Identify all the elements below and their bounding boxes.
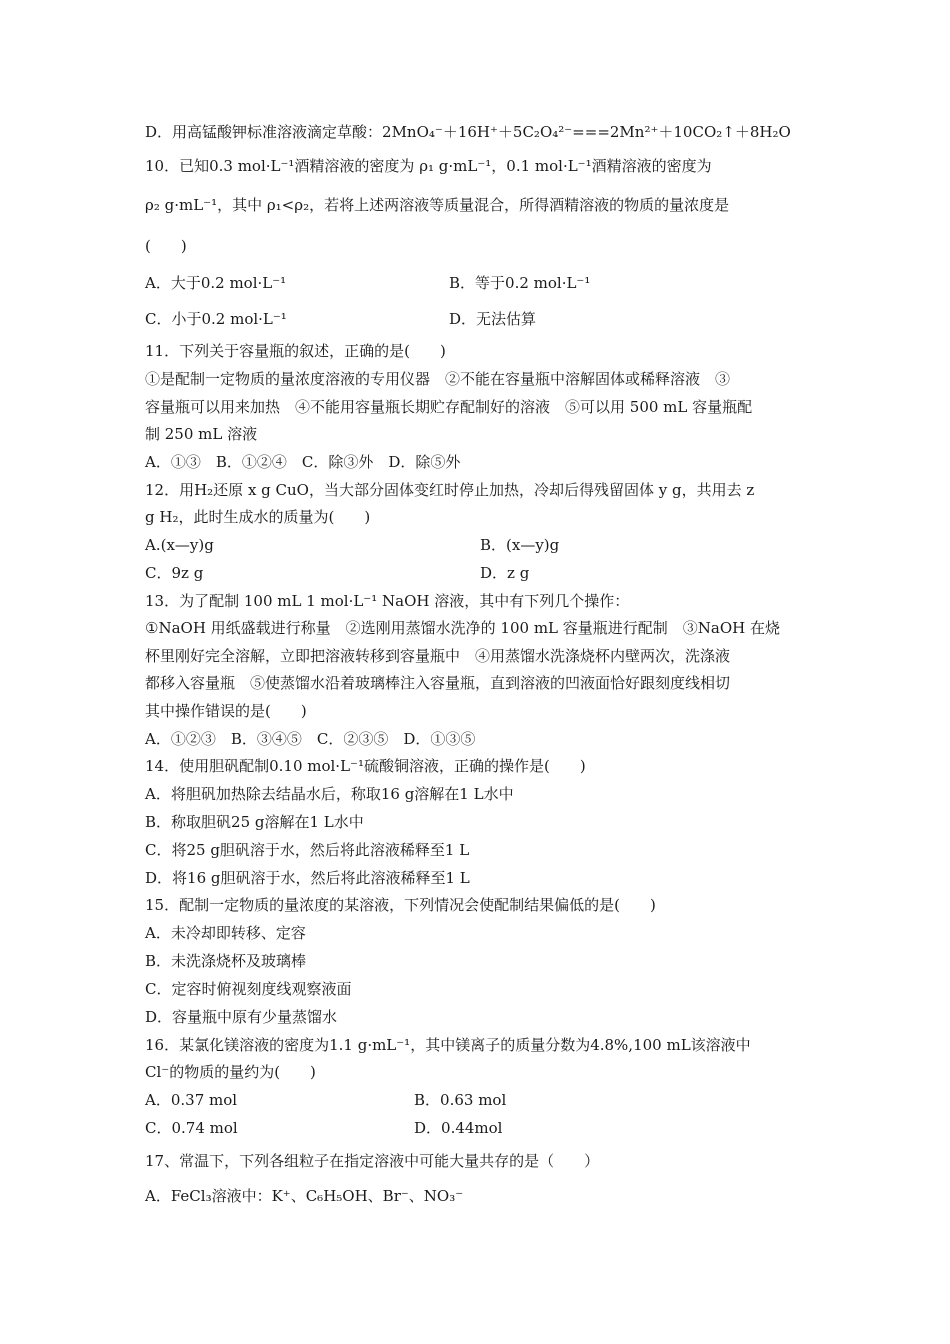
- q16-option-a: A．0.37 mol: [145, 1091, 238, 1109]
- q12-option-c: C．9z g: [145, 564, 204, 582]
- q9-option-d: D．用高锰酸钾标准溶液滴定草酸：2MnO₄⁻＋16H⁺＋5C₂O₄²⁻===2Mn²⁺＋10CO₂↑＋8H₂O: [145, 123, 791, 141]
- q10-stem-line2: ρ₂ g·mL⁻¹，其中 ρ₁<ρ₂，若将上述两溶液等质量混合，所得酒精溶液的物质的量浓度是: [145, 196, 730, 214]
- q10-option-c: C．小于0.2 mol·L⁻¹: [145, 310, 287, 328]
- q11-body-line3: 制 250 mL 溶液: [145, 425, 258, 443]
- q16-stem-line1: 16．某氯化镁溶液的密度为1.1 g·mL⁻¹，其中镁离子的质量分数为4.8%,100 mL该溶液中: [145, 1036, 751, 1054]
- q14-option-d: D．将16 g胆矾溶于水，然后将此溶液稀释至1 L: [145, 869, 470, 887]
- q14-option-c: C．将25 g胆矾溶于水，然后将此溶液稀释至1 L: [145, 841, 470, 859]
- q13-body-line1: ①NaOH 用纸盛载进行称量 ②选刚用蒸馏水洗净的 100 mL 容量瓶进行配制 ③NaOH 在烧: [145, 619, 780, 637]
- q12-option-b: B．(x—y)g: [480, 536, 560, 554]
- q16-option-b: B．0.63 mol: [414, 1091, 507, 1109]
- q13-options: A．①②③ B．③④⑤ C．②③⑤ D．①③⑤: [145, 730, 476, 748]
- q17-stem: 17、常温下，下列各组粒子在指定溶液中可能大量共存的是（ ）: [145, 1152, 600, 1170]
- q13-body-line2: 杯里刚好完全溶解，立即把溶液转移到容量瓶中 ④用蒸馏水洗涤烧杯内壁两次，洗涤液: [145, 647, 731, 665]
- q12-option-d: D．z g: [480, 564, 530, 582]
- q13-body-line4: 其中操作错误的是( ): [145, 702, 307, 720]
- q11-options: A．①③ B．①②④ C．除③外 D．除⑤外: [145, 453, 461, 471]
- q10-option-d: D．无法估算: [449, 310, 537, 328]
- q14-option-a: A．将胆矾加热除去结晶水后，称取16 g溶解在1 L水中: [145, 785, 514, 803]
- q10-stem-line3: ( ): [145, 237, 187, 255]
- q17-option-a: A．FeCl₃溶液中：K⁺、C₆H₅OH、Br⁻、NO₃⁻: [145, 1187, 464, 1205]
- q12-stem-line1: 12．用H₂还原 x g CuO，当大部分固体变红时停止加热，冷却后得残留固体 y g，共用去 z: [145, 481, 755, 499]
- q12-stem-line2: g H₂，此时生成水的质量为( ): [145, 508, 371, 526]
- q15-option-a: A．未冷却即转移、定容: [145, 924, 306, 942]
- q15-option-c: C．定容时俯视刻度线观察液面: [145, 980, 352, 998]
- q16-option-c: C．0.74 mol: [145, 1119, 238, 1137]
- q14-stem: 14．使用胆矾配制0.10 mol·L⁻¹硫酸铜溶液，正确的操作是( ): [145, 757, 586, 775]
- q13-body-line3: 都移入容量瓶 ⑤使蒸馏水沿着玻璃棒注入容量瓶，直到溶液的凹液面恰好跟刻度线相切: [145, 674, 731, 692]
- q11-body-line2: 容量瓶可以用来加热 ④不能用容量瓶长期贮存配制好的溶液 ⑤可以用 500 mL 容量瓶配: [145, 398, 753, 416]
- q10-option-b: B．等于0.2 mol·L⁻¹: [449, 274, 591, 292]
- q16-stem-line2: Cl⁻的物质的量约为( ): [145, 1063, 316, 1081]
- q15-option-b: B．未洗涤烧杯及玻璃棒: [145, 952, 307, 970]
- q10-stem-line1: 10．已知0.3 mol·L⁻¹酒精溶液的密度为 ρ₁ g·mL⁻¹，0.1 mol·L⁻¹酒精溶液的密度为: [145, 157, 712, 175]
- q15-stem: 15．配制一定物质的量浓度的某溶液，下列情况会使配制结果偏低的是( ): [145, 896, 656, 914]
- q10-option-a: A．大于0.2 mol·L⁻¹: [145, 274, 287, 292]
- q15-option-d: D．容量瓶中原有少量蒸馏水: [145, 1008, 338, 1026]
- q11-body-line1: ①是配制一定物质的量浓度溶液的专用仪器 ②不能在容量瓶中溶解固体或稀释溶液 ③: [145, 370, 731, 388]
- q16-option-d: D．0.44mol: [414, 1119, 503, 1137]
- q14-option-b: B．称取胆矾25 g溶解在1 L水中: [145, 813, 364, 831]
- q11-stem: 11．下列关于容量瓶的叙述，正确的是( ): [145, 342, 446, 360]
- q12-option-a: A.(x—y)g: [145, 536, 214, 554]
- q13-stem: 13．为了配制 100 mL 1 mol·L⁻¹ NaOH 溶液，其中有下列几个操作：: [145, 592, 630, 610]
